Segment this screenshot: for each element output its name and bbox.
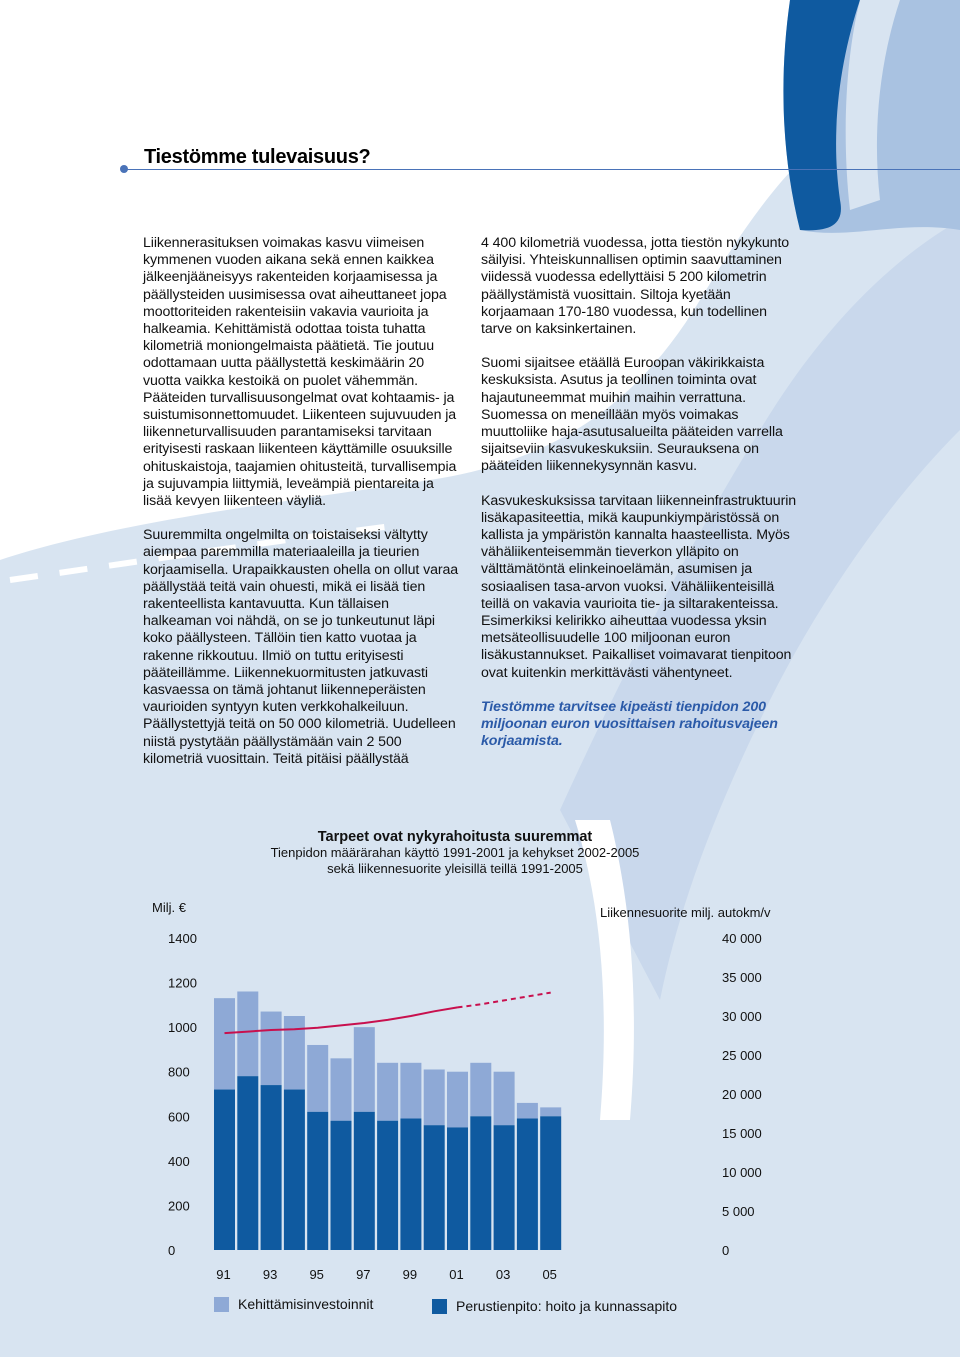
paragraph: 4 400 kilometriä vuodessa, jotta tiestön nykykunto säilyisi. Yhteiskunnallisen optimin saavuttaminen viidessä vuodessa edellyttäisi 5 200 kilometrin päällystämistä vuosittain. Siltoja kyetään korjaamaan 170-180 vuodessa, kun todellinen tarve on kaksinkertainen. — [481, 235, 790, 338]
bar-maintenance-2000 — [424, 1125, 445, 1250]
bar-development-1997 — [354, 1027, 375, 1112]
paragraph: Liikennerasituksen voimakas kasvu viimeisen kymmenen vuoden aikana sekä ennen kaikkea jälkeenjääneisyys rakenteiden korjaamisessa ja päällysteiden uusimisessa ovat aiheuttaneet jopa moottoriteiden rakenteisiin vakavia vaurioita ja halkeamia. Kehittämistä odottaa toista tuhatta kilometriä moniongelmaista päätietä. Tie joutuu odottamaan uutta päällystettä keskimäärin 20 vuotta vaikka kestoikä on puolet vähemmän. Pääteiden turvallisuusongelmat ovat kohtaamis- ja suistumisonnettomuudet. Liikenteen sujuvuuden ja liikenneturvallisuuden parantamiseksi tarvitaan erityisesti raskaan liikenteen käyttämille osuuksille ohituskaistoja, taajamien ohitusteitä, turvallisempia ja sujuvampia liittymiä, leveämpiä pientareita ja lisää kevyen liikenteen väyliä. — [143, 235, 457, 510]
bar-maintenance-1999 — [400, 1119, 421, 1250]
bar-development-2005 — [540, 1107, 561, 1116]
left-tick-label: 0 — [168, 1243, 176, 1258]
left-tick-label: 800 — [168, 1064, 190, 1080]
bar-maintenance-1992 — [237, 1076, 258, 1250]
bar-development-2000 — [424, 1069, 445, 1125]
bar-development-1992 — [237, 991, 258, 1076]
legend-swatch — [214, 1297, 229, 1312]
bar-development-1995 — [307, 1045, 328, 1112]
bar-maintenance-2005 — [540, 1116, 561, 1250]
chart-title: Tarpeet ovat nykyrahoitusta suuremmat — [317, 829, 593, 845]
bar-development-1998 — [377, 1063, 398, 1121]
bar-development-1994 — [284, 1016, 305, 1090]
x-tick-label: 03 — [495, 1267, 511, 1282]
right-tick-label: 30 000 — [722, 1009, 762, 1024]
x-tick-label: 95 — [309, 1267, 324, 1282]
bar-development-1993 — [261, 1012, 282, 1086]
x-tick-label: 01 — [449, 1267, 464, 1282]
legend-item-development — [214, 1296, 373, 1312]
bar-development-1999 — [400, 1063, 421, 1119]
bar-development-2001 — [447, 1072, 468, 1128]
bar-maintenance-2002 — [470, 1116, 491, 1250]
bar-maintenance-1996 — [331, 1121, 352, 1250]
legend-label: Kehittämisinvestoinnit — [238, 1296, 374, 1312]
highlight-paragraph: Tiestömme tarvitsee kipeästi tienpidon 200 miljoonan euron vuosittaisen rahoitusvajeen korjaamista. — [481, 698, 778, 750]
legend-label: Perustienpito: hoito ja kunnassapito — [456, 1298, 678, 1314]
legend-item-maintenance — [432, 1298, 677, 1314]
bar-maintenance-1997 — [354, 1112, 375, 1250]
bar-maintenance-1995 — [307, 1112, 328, 1250]
bar-maintenance-1998 — [377, 1121, 398, 1250]
traffic-line-forecast — [458, 993, 551, 1008]
paragraph: Suuremmilta ongelmilta on toistaiseksi vältytty aiempaa paremmilla materiaaleilla ja tieurien korjaamisella. Urapaikkausten ohella on ollut varaa päällystää teitä vain ohuesti, mikä ei lisää tien rakenteellista kantavuutta. Kun tällaisen halkeaman voi nähdä, on se jo tunkeutunut läpi koko päällysteen. Tällöin tien katto vuotaa ja rakenne rikkoutuu. Ilmiö on tuttu erityisesti pääteillämme. Liikennekuormitusten jatkuvasti kasvaessa on tämä johtanut liikenneperäisten vaurioiden syntyyn kuten verkkohalkeiluun. Päällystettyjä teitä on 50 000 kilometriä. Uudelleen niistä pystytään päällystämään vain 2 500 kilometriä vuosittain. Teitä pitäisi päällystää — [143, 527, 459, 767]
right-tick-label: 35 000 — [722, 970, 762, 985]
bar-maintenance-2004 — [517, 1119, 538, 1250]
left-axis-label: Milj. € — [152, 900, 186, 915]
x-tick-label: 05 — [542, 1267, 557, 1282]
bar-maintenance-1991 — [214, 1090, 235, 1250]
chart-subtitle-2: sekä liikennesuorite yleisillä teillä 1991-2005 — [327, 860, 583, 876]
bar-development-2004 — [517, 1103, 538, 1119]
right-axis-label: Liikennesuorite milj. autokm/v — [600, 905, 771, 920]
legend-swatch — [432, 1299, 447, 1314]
left-tick-label: 600 — [168, 1109, 190, 1125]
left-tick-label: 200 — [168, 1198, 190, 1214]
right-tick-label: 15 000 — [722, 1126, 762, 1141]
right-tick-label: 40 000 — [722, 931, 762, 946]
chart-subtitle-1: Tienpidon määrärahan käyttö 1991-2001 ja kehykset 2002-2005 — [270, 845, 640, 860]
left-tick-label: 1400 — [168, 931, 197, 946]
right-tick-label: 0 — [722, 1243, 730, 1258]
bar-maintenance-1994 — [284, 1090, 305, 1250]
traffic-line-actual — [225, 1007, 458, 1033]
x-tick-label: 93 — [262, 1267, 278, 1282]
page-title: Tiestömme tulevaisuus? — [144, 146, 371, 168]
right-tick-label: 20 000 — [722, 1087, 762, 1102]
bar-maintenance-1993 — [261, 1085, 282, 1250]
bar-development-2003 — [494, 1072, 515, 1125]
paragraph: Kasvukeskuksissa tarvitaan liikenneinfrastruktuurin lisäkapasiteettia, mikä kaupunkiympäristössä on kallista ja ympäristön kannalta haasteellista. Myös vähäliikenteisemmän tieverkon ylläpito on välttämätöntä elinkeinoelämän, asumisen ja sosiaalisen tasa-arvon vuoksi. Vähäliikenteisillä teillä on vakavia vaurioita tie- ja siltarakenteissa. Esimerkiksi kelirikko aiheuttaa vuodessa yksin metsäteollisuudelle 100 miljoonan euron lisäkustannukset. Paikalliset voimavarat tienpitoon ovat kuitenkin merkittävästi vähentyneet. — [481, 492, 797, 681]
bar-maintenance-2003 — [494, 1125, 515, 1250]
left-tick-label: 1000 — [168, 1020, 197, 1036]
x-tick-label: 97 — [356, 1267, 371, 1282]
bar-maintenance-2001 — [447, 1127, 468, 1250]
right-tick-label: 25 000 — [722, 1048, 762, 1063]
left-tick-label: 1200 — [168, 975, 197, 991]
right-tick-label: 5 000 — [722, 1204, 755, 1219]
paragraph: Suomi sijaitsee etäällä Euroopan väkirikkaista keskuksista. Asutus ja teollinen toiminta ovat hajautuneemmat muihin maihin verrattuna. Suomessa on meneillään myös voimakas muuttoliike haja-asutusalueilta pääteiden varrella sijaitseviin kasvukeskuksiin. Seurauksena on pääteiden liikennekysynnän kasvu. — [481, 355, 783, 475]
x-tick-label: 91 — [216, 1267, 231, 1282]
bar-development-1991 — [214, 998, 235, 1089]
bar-development-1996 — [331, 1058, 352, 1120]
left-tick-label: 400 — [168, 1153, 190, 1169]
x-tick-label: 99 — [402, 1267, 418, 1282]
right-tick-label: 10 000 — [722, 1165, 762, 1180]
bar-development-2002 — [470, 1063, 491, 1116]
